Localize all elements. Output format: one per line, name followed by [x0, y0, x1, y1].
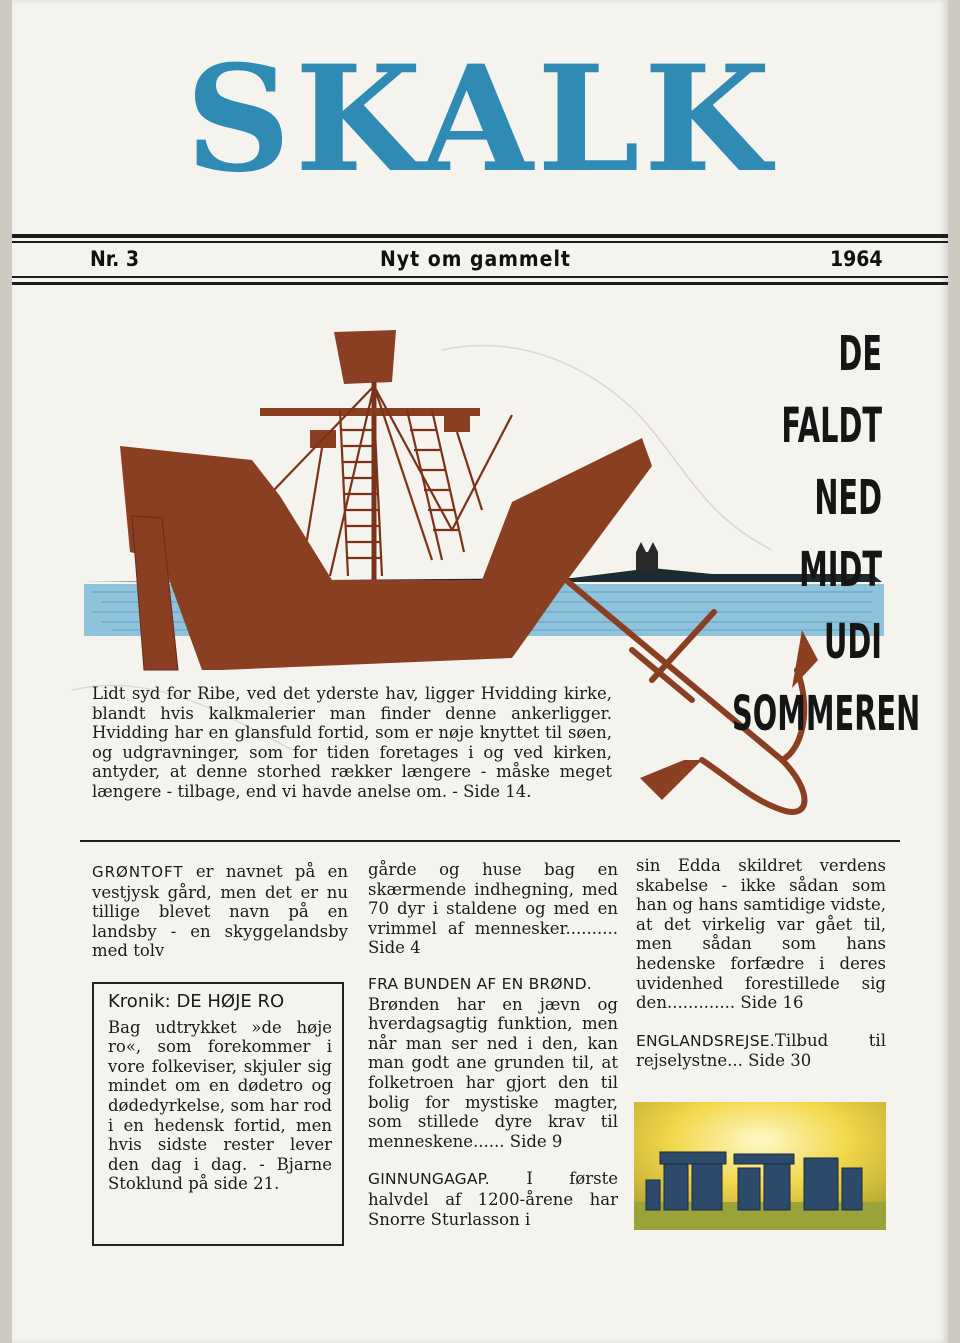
col1-text: er navnet på en vestjysk gård, men det er nu tillige blevet navn på en landsby - en skyggelandsby med tolv: [92, 862, 348, 961]
col2-page-ref: Side 4: [368, 938, 421, 958]
kronik-box: [92, 982, 344, 1246]
section-rule: [80, 840, 900, 842]
col3-page-ref: Side 16: [740, 993, 804, 1013]
kronik-text: Bag udtrykket »de høje ro«, som forekommer i vore folkeviser, skjuler sig mindet om en dødetro og dødedyrkelse, som har rod i en hedensk fortid, men hvis sidste rester lever den dag i dag. - Bjarne Stoklund på side 21.: [108, 1017, 332, 1194]
englandsrejse-page-ref: Side 30: [748, 1051, 812, 1071]
brond-text: Brønden har en jævn og hverdagsagtig funktion, men når man ser ned i den, kan man godt ane grunden til, at folketroen har gjort den til bolig for mystiske magter, som stillede dyre krav til menneskene: [368, 994, 618, 1151]
issue-year: 1964: [830, 247, 883, 271]
column-1: [92, 862, 348, 961]
magazine-cover: [12, 0, 948, 1343]
col3-text: sin Edda skildret verdens skabelse - ikke sådan som han og hans samtidige vidste, at det virkelig var gået til, men sådan som hans hedenske forfædre i deres uvidenhed forestillede sig den: [636, 856, 886, 1013]
headline-line-2: MIDT UDI: [799, 542, 882, 670]
englandsrejse-title: ENGLANDSREJSE.: [636, 1031, 775, 1050]
stonehenge-illustration: [634, 1102, 886, 1230]
church-icon: [636, 542, 658, 570]
col1-keyword: GRØNTOFT: [92, 863, 184, 881]
ginnungagap-text: I første halvdel af 1200-årene har Snorre Sturlasson i: [368, 1169, 618, 1229]
masthead-title: SKALK: [185, 34, 775, 205]
englandsrejse-text: Tilbud til rejselystne: [636, 1030, 886, 1071]
feature-lead-text: Lidt syd for Ribe, ved det yderste hav, ligger Hvidding kirke, blandt hvis kalkmalerier man finder denne ankerligger. Hvidding har en glansfuld fortid, som er nøje knyttet til søen, og udgravninger, som for tiden foretages i og ved kirken, antyder, at denne storhed rækker længere - måske meget længere - tilbage, end vi havde anelse om. - Side 14.: [92, 684, 612, 801]
headline-line-1: DE FALDT NED: [781, 326, 882, 526]
issue-number: Nr. 3: [90, 247, 140, 271]
kronik-title: Kronik: DE HØJE RO: [108, 991, 285, 1012]
brond-page-ref: Side 9: [509, 1131, 563, 1151]
feature-headline: [732, 318, 921, 750]
column-2: gårde og huse bag en skærmende indhegning, med 70 dyr i staldene og med en vrimmel af mennesker.......... Side 4 FRA BUNDEN AF EN BRØND. Brønden har en jævn og hverdagsagtig funktion, men når man ser ned i den, kan man godt ane grunden til, at folketroen har gjort den til bolig for mystiske magter, som stillede dyre krav til menneskene...... Side 9 GINNUNGAGAP. I første halvdel af 1200-årene har Snorre Sturlasson i: [368, 860, 618, 1229]
issue-slogan: Nyt om gammelt: [380, 247, 571, 271]
ginnungagap-title: GINNUNGAGAP.: [368, 1170, 490, 1189]
bottom-rule-thin: [12, 276, 948, 278]
bottom-rule: [12, 282, 948, 285]
top-rule: [12, 234, 948, 238]
headline-line-3: SOMMEREN: [732, 686, 921, 742]
column-3: sin Edda skildret verdens skabelse - ikke sådan som han og hans samtidige vidste, at det virkelig var gået til, men sådan som hans hedenske forfædre i deres uvidenhed forestillede sig den............. Side 16 ENGLANDSREJSE.Tilbud til rejselystne... Side 30: [636, 856, 886, 1071]
anchor-fluke-left: [640, 760, 702, 800]
col2-text: gårde og huse bag en skærmende indhegning, med 70 dyr i staldene og med en vrimmel af mennesker: [368, 860, 618, 938]
top-rule-thin: [12, 241, 948, 243]
brond-title: FRA BUNDEN AF EN BRØND.: [368, 974, 592, 993]
